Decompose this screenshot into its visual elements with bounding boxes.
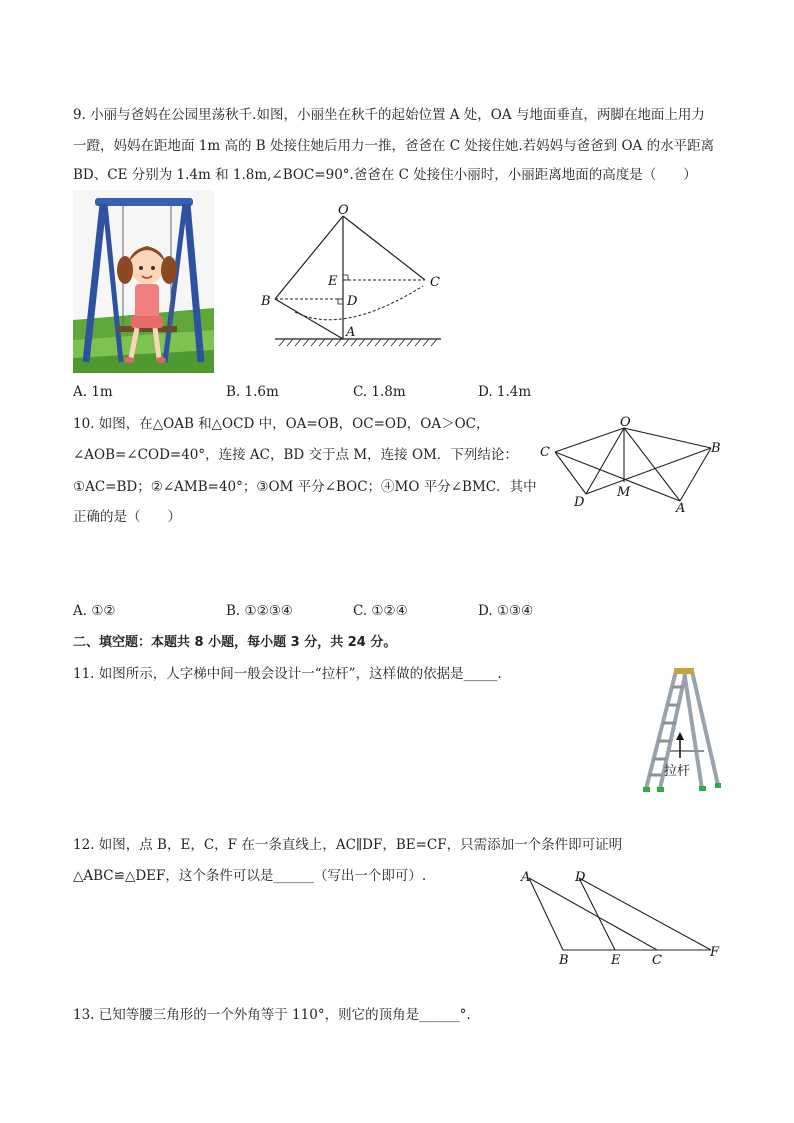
q13-text: 13. 已知等腰三角形的一个外角等于 110°，则它的顶角是______°. <box>73 1007 471 1023</box>
q10-option-d[interactable]: D. ①③④ <box>478 603 534 619</box>
q9-label-c: C <box>430 275 440 290</box>
q12-label-d: D <box>575 870 586 885</box>
q9-label-a: A <box>346 325 356 340</box>
q9-option-b[interactable]: B. 1.6m <box>226 384 279 400</box>
q12-label-f: F <box>710 945 720 960</box>
q10-line-4: 正确的是（ ） <box>73 509 181 525</box>
q10-line-3: ①AC=BD；②∠AMB=40°；③OM 平分∠BOC；④MO 平分∠BMC．其中 <box>73 479 537 495</box>
q9-label-b: B <box>261 294 271 309</box>
q12-line-1: 12. 如图，点 B，E，C，F 在一条直线上，AC∥DF，BE=CF，只需添加一个条件即可证明 <box>73 837 623 853</box>
q9-label-o: O <box>338 203 349 218</box>
q9-option-a[interactable]: A. 1m <box>73 384 113 400</box>
swing-illustration <box>73 190 214 373</box>
q10-line-2: ∠AOB=∠COD=40°，连接 AC，BD 交于点 M，连接 OM．下列结论： <box>73 447 518 463</box>
q10-option-c[interactable]: C. ①②④ <box>353 603 408 619</box>
q10-label-a: A <box>676 501 686 516</box>
q9-line-2: 一蹬，妈妈在距地面 1m 高的 B 处接住她后用力一推，爸爸在 C 处接住她.若妈妈与爸爸到 OA 的水平距离 <box>73 138 715 154</box>
q12-geometry-diagram <box>515 866 725 968</box>
q12-label-a: A <box>521 870 531 885</box>
q11-text: 11. 如图所示，人字梯中间一般会设计一“拉杆”，这样做的依据是_____. <box>73 666 502 682</box>
ladder-illustration <box>640 665 722 798</box>
q9-label-e: E <box>328 274 338 289</box>
q9-geometry-diagram <box>255 198 450 350</box>
q12-label-b: B <box>559 953 569 968</box>
q10-option-a[interactable]: A. ①② <box>73 603 116 619</box>
q12-label-e: E <box>611 953 621 968</box>
q10-option-b[interactable]: B. ①②③④ <box>226 603 293 619</box>
q10-label-o: O <box>620 416 631 430</box>
q9-line-3: BD、CE 分别为 1.4m 和 1.8m,∠BOC=90°.爸爸在 C 处接住小丽时，小丽距离地面的高度是（ ） <box>73 167 697 183</box>
q10-label-b: B <box>711 441 721 456</box>
section-2-title: 二、填空题：本题共 8 小题，每小题 3 分，共 24 分。 <box>73 635 397 650</box>
ladder-pull-rod-label: 拉杆 <box>664 764 691 779</box>
q12-label-c: C <box>652 953 662 968</box>
q10-label-m: M <box>617 485 631 500</box>
q9-option-d[interactable]: D. 1.4m <box>478 384 532 400</box>
q10-label-d: D <box>574 495 585 510</box>
q10-label-c: C <box>540 445 550 460</box>
q9-label-d: D <box>347 294 358 309</box>
q12-line-2: △ABC≌△DEF，这个条件可以是______（写出一个即可）. <box>73 868 427 884</box>
q9-line-1: 9. 小丽与爸妈在公园里荡秋千.如图，小丽坐在秋千的起始位置 A 处，OA 与地面垂直，两脚在地面上用力 <box>73 107 705 123</box>
q9-option-c[interactable]: C. 1.8m <box>353 384 406 400</box>
q10-line-1: 10. 如图，在△OAB 和△OCD 中，OA=OB，OC=OD，OA＞OC， <box>73 416 490 432</box>
q10-geometry-diagram <box>535 416 725 516</box>
